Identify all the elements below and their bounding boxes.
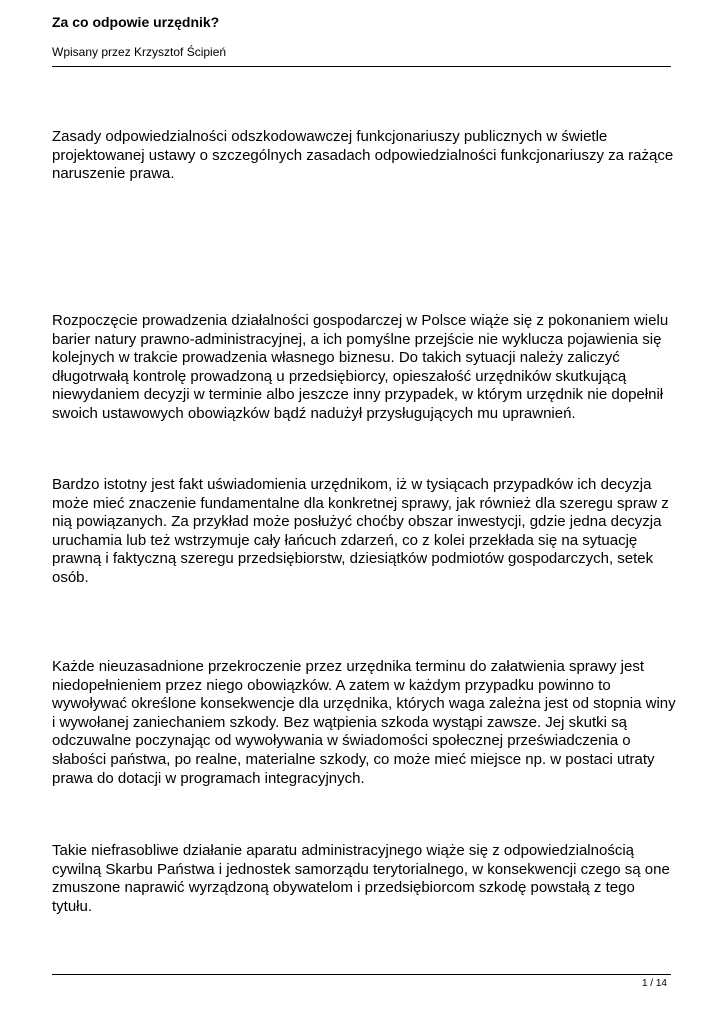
paragraph: Rozpoczęcie prowadzenia działalności gospodarczej w Polsce wiąże się z pokonaniem wielu barier natury prawno-administracyjnej, a ich pomyślne przejście nie wyklucza pojawienia się kolejnych w trakcie prowadzenia własnego biznesu. Do takich sytuacji należy zaliczyć długotrwałą kontrolę prowadzoną u przedsiębiorcy, opieszałość urzędników skutkującą niewydaniem decyzji w terminie albo jeszcze inny przypadek, w którym urzędnik nie dopełnił swoich ustawowych obowiązków bądź nadużył przysługujących mu uprawnień. [52, 312, 669, 422]
footer-divider [52, 974, 671, 975]
paragraph: Zasady odpowiedzialności odszkodowawczej funkcjonariuszy publicznych w świetle projektowanej ustawy o szczególnych zasadach odpowiedzialności funkcjonariuszy za rażące naruszenie prawa. [52, 128, 674, 183]
document-title: Za co odpowie urzędnik? [52, 14, 220, 30]
paragraph: Takie niefrasobliwe działanie aparatu administracyjnego wiąże się z odpowiedzialnością cywilną Skarbu Państwa i jednostek samorządu terytorialnego, w konsekwencji czego są one zmuszone naprawić wyrządzoną obywatelom i przedsiębiorcom szkodę powstałą z tego tytułu. [52, 842, 670, 915]
paragraph: Każde nieuzasadnione przekroczenie przez urzędnika terminu do załatwienia sprawy jest niedopełnieniem przez niego obowiązków. A zatem w każdym przypadku powinno to wywoływać określone konsekwencje dla urzędnika, których waga zależna jest od stopnia winy i wywołanej zaniechaniem szkody. Bez wątpienia szkoda wystąpi zawsze. Jej skutki są odczuwalne poczynając od wywoływania w świadomości społecznej przeświadczenia o słabości państwa, po realne, materialne szkody, co może mieć miejsce np. w postaci utraty prawa do dotacji w programach integracyjnych. [52, 658, 676, 787]
author-line: Wpisany przez Krzysztof Ścipień [52, 45, 227, 59]
paragraph: Bardzo istotny jest fakt uświadomienia urzędnikom, iż w tysiącach przypadków ich decyzja może mieć znaczenie fundamentalne dla konkretnej sprawy, jak również dla szeregu spraw z nią powiązanych. Za przykład może posłużyć choćby obszar inwestycji, gdzie jedna decyzja uruchamia lub też wstrzymuje cały łańcuch zdarzeń, co z kolei przekłada się na sytuację prawną i faktyczną szeregu przedsiębiorstw, dziesiątków podmiotów gospodarczych, setek osób. [52, 476, 669, 586]
header-divider [52, 66, 671, 67]
page-number: 1 / 14 [641, 978, 667, 989]
